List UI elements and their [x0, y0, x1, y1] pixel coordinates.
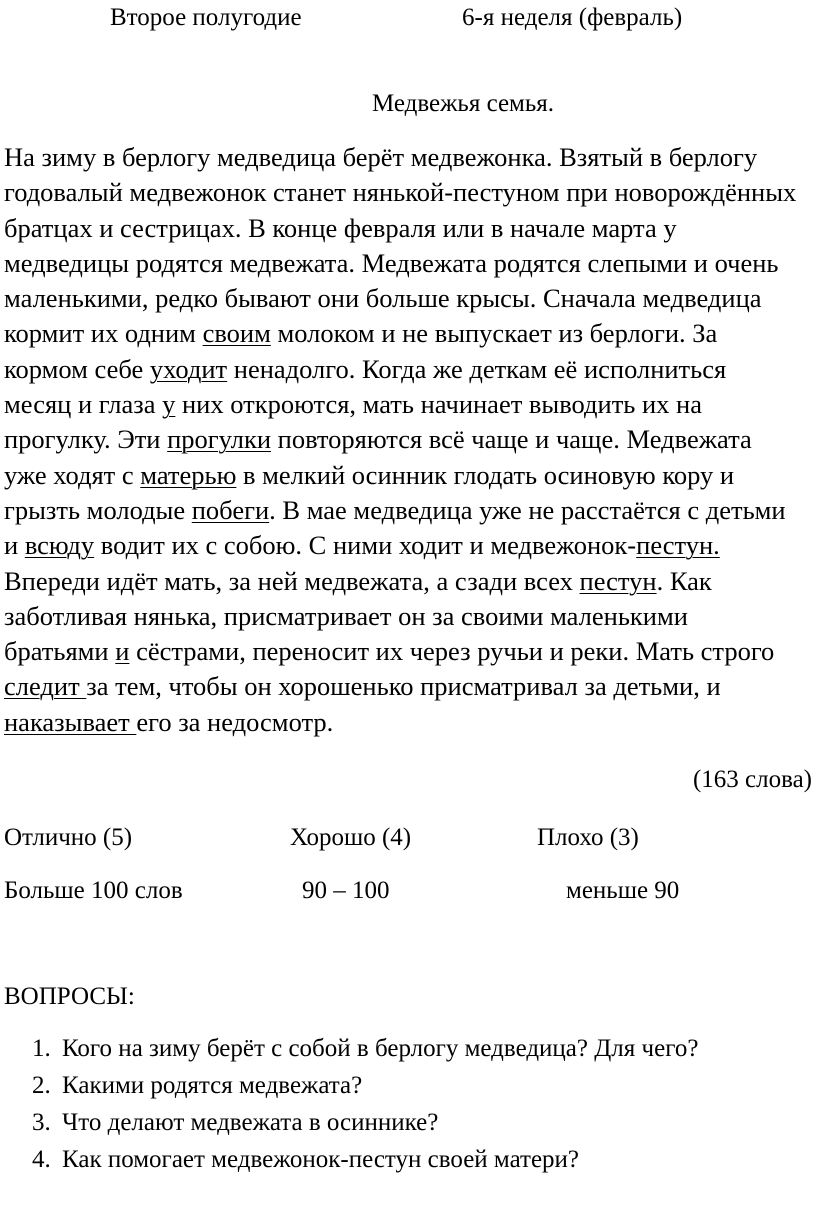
- reading-text: [4, 140, 816, 740]
- text-line: [4, 387, 816, 422]
- question-number: 3.: [32, 1109, 51, 1136]
- question-item: [32, 1141, 698, 1178]
- grade-excellent-range: Больше 100 слов: [4, 877, 183, 904]
- text-segment: прогулку. Эти: [4, 424, 168, 455]
- question-item: [32, 1104, 698, 1141]
- text-segment: На зиму в берлогу медведица берёт медвежонка. Взятый в берлогу: [4, 142, 758, 172]
- text-segment: и: [4, 530, 25, 561]
- text-segment: . В мае медведица уже не расстаётся с детьми: [269, 494, 786, 525]
- text-segment: водит их с собою. С ними ходит и медвежонок-: [94, 530, 637, 561]
- question-item: [32, 1030, 698, 1067]
- text-segment: кормом себе: [4, 353, 150, 384]
- text-line: [4, 352, 816, 387]
- text-line: [4, 175, 816, 210]
- underlined-word: пестун.: [636, 530, 720, 561]
- text-segment: грызть молодые: [4, 494, 192, 525]
- text-line: [4, 422, 816, 457]
- text-line: [4, 316, 816, 351]
- header-semester: Второе полугодие: [110, 4, 302, 31]
- questions-title: ВОПРОСЫ:: [4, 983, 135, 1010]
- text-segment: в мелкий осинник глодать осиновую кору и: [236, 459, 735, 490]
- question-text: Какими родятся медвежата?: [62, 1072, 363, 1099]
- text-line: [4, 211, 816, 246]
- underlined-word: уходит: [149, 353, 228, 384]
- underlined-word: у: [162, 389, 176, 420]
- text-segment: за тем, чтобы он хорошенько присматривал за детьми, и: [86, 671, 721, 702]
- text-line: [4, 458, 816, 493]
- text-line: [4, 705, 816, 740]
- text-segment: заботливая нянька, присматривает он за своими маленькими: [4, 600, 688, 631]
- underlined-word: прогулки: [167, 424, 272, 455]
- question-item: [32, 1067, 698, 1104]
- question-number: 1.: [32, 1035, 51, 1062]
- text-line: [4, 528, 816, 563]
- underlined-word: и: [115, 636, 130, 667]
- underlined-word: побеги: [191, 494, 270, 525]
- question-number: 2.: [32, 1072, 51, 1099]
- question-number: 4.: [32, 1146, 51, 1173]
- question-text: Как помогает медвежонок-пестун своей матери?: [62, 1146, 580, 1173]
- question-text: Кого на зиму берёт с собой в берлогу медведица? Для чего?: [62, 1035, 699, 1062]
- grade-poor-label: Плохо (3): [537, 824, 639, 851]
- text-segment: уже ходят с: [4, 459, 141, 490]
- text-segment: братьями: [4, 636, 116, 667]
- text-segment: сёстрами, переносит их через ручьи и реки. Мать строго: [129, 636, 775, 667]
- text-segment: кормит их одним: [4, 318, 203, 349]
- underlined-word: своим: [202, 318, 271, 349]
- grade-good-label: Хорошо (4): [290, 824, 412, 851]
- word-count: (163 слова): [692, 766, 812, 793]
- text-segment: них откроются, мать начинает выводить их на: [175, 389, 702, 420]
- question-text: Что делают медвежата в осиннике?: [62, 1109, 439, 1136]
- underlined-word: матерью: [140, 459, 237, 490]
- text-line: [4, 599, 816, 634]
- text-line: [4, 634, 816, 669]
- text-segment: повторяются всё чаще и чаще. Медвежата: [271, 424, 752, 455]
- text-segment: его за недосмотр.: [136, 706, 334, 737]
- underlined-word: наказывает: [4, 706, 137, 737]
- text-segment: братцах и сестрицах. В конце февраля или в начале марта у: [4, 212, 677, 243]
- text-segment: молоком и не выпускает из берлоги. За: [270, 318, 718, 349]
- text-segment: медведицы родятся медвежата. Медвежата родятся слепыми и очень: [4, 247, 779, 278]
- text-line: [4, 246, 816, 281]
- underlined-word: пестун: [579, 565, 657, 596]
- underlined-word: следит: [4, 671, 87, 702]
- text-line: [4, 140, 816, 175]
- text-segment: ненадолго. Когда же деткам её исполниться: [227, 353, 727, 384]
- underlined-word: всюду: [24, 530, 95, 561]
- text-line: [4, 493, 816, 528]
- text-line: [4, 669, 816, 704]
- text-line: [4, 281, 816, 316]
- header-week: 6-я неделя (февраль): [462, 4, 683, 31]
- text-segment: месяц и глаза: [4, 389, 163, 420]
- text-segment: маленькими, редко бывают они больше крысы. Сначала медведица: [4, 283, 762, 314]
- text-segment: Впереди идёт мать, за ней медвежата, а сзади всех: [4, 565, 580, 596]
- text-segment: годовалый медвежонок станет нянькой-пестуном при новорождённых: [4, 177, 797, 208]
- text-line: [4, 564, 816, 599]
- text-segment: . Как: [656, 565, 712, 596]
- grade-excellent-label: Отлично (5): [4, 824, 133, 851]
- questions-list: [32, 1030, 698, 1178]
- text-title: Медвежья семья.: [372, 90, 555, 117]
- grade-poor-range: меньше 90: [566, 877, 680, 904]
- grade-good-range: 90 – 100: [302, 877, 390, 904]
